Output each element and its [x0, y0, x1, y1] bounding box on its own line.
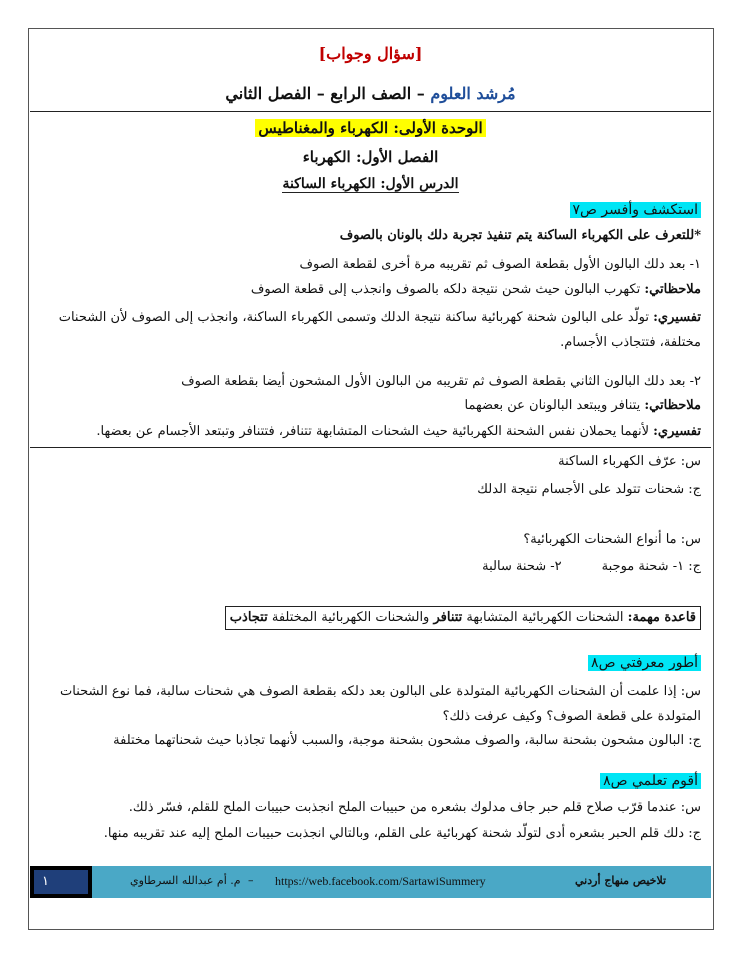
answer: ج: شحنات تتولد على الأجسام نتيجة الدلك	[477, 482, 701, 497]
answer: ج: البالون مشحون بشحنة سالبة، والصوف مشحون بشحنة موجبة، والسبب لأنهما تجاذبا حيث شحناتهما مختلفة	[113, 733, 701, 748]
question: س: ما أنواع الشحنات الكهربائية؟	[523, 532, 701, 547]
step-1: ١- بعد دلك البالون الأول بقطعة الصوف ثم تقريبه مرة أخرى لقطعة الصوف	[299, 257, 701, 272]
footer-bar	[30, 866, 711, 898]
answer: ج: دلك قلم الحبر بشعره أدى لتولّد شحنة كهربائية على القلم، وبالتالي انجذبت حبيبات الملح إليه عند تقريبه منها.	[103, 826, 701, 841]
assess-heading: أقوم تعلمي ص٨	[600, 773, 701, 789]
divider	[30, 447, 711, 448]
qa-tag: [سؤال وجواب]	[318, 44, 423, 63]
divider	[30, 111, 711, 112]
rule-box	[225, 606, 701, 630]
step-2: ٢- بعد دلك البالون الثاني بقطعة الصوف ثم تقريبه من البالون الأول المشحون أيضا بقطعة الصوف	[181, 374, 701, 389]
exp-text: تولّد على البالون شحنة كهربائية ساكنة نتيجة الدلك وتسمى الكهرباء الساكنة، وانجذب إلى الصوف لأن الشحنات مختلفة، فتتجاذب الأجسام.	[58, 310, 701, 350]
chapter-title: الفصل الأول: الكهرباء	[302, 148, 439, 166]
rule-text: تتنافر	[433, 610, 463, 625]
answer-part: ج: ١- شحنة موجبة	[601, 559, 701, 574]
exp-label: تفسيري:	[653, 310, 701, 325]
obs-text: يتنافر ويبتعد البالونان عن بعضهما	[464, 398, 645, 413]
exp-label: تفسيري:	[653, 424, 701, 439]
obs-label: ملاحظاتي:	[644, 282, 701, 297]
question: س: عرّف الكهرباء الساكنة	[558, 454, 701, 469]
explanation-1	[40, 305, 701, 355]
explore-heading: استكشف وأفسر ص٧	[570, 202, 701, 218]
question: س: عندما قرّب صلاح قلم حبر جاف مدلوك بشعره من حبيبات الملح انجذبت حبيبات الملح للقلم، فسّر ذلك.	[128, 800, 701, 815]
document-title	[40, 84, 701, 104]
guide-title: مُرشد العلوم	[430, 84, 516, 103]
brand: تلاخيص منهاج أردني	[575, 874, 667, 887]
separator: –	[248, 874, 254, 887]
observation-1	[40, 280, 701, 300]
exp-text: لأنهما يحملان نفس الشحنة الكهربائية حيث الشحنات المتشابهة تتنافر، فتتنافر وتبتعد الأجسام عن بعضها.	[96, 424, 654, 439]
develop-heading: أطور معرفتي ص٨	[588, 655, 701, 671]
rule-text: الشحنات الكهربائية المتشابهة	[462, 610, 628, 625]
grade-term: – الصف الرابع – الفصل الثاني	[225, 84, 425, 103]
page-number: ١	[30, 866, 92, 898]
answer-part: ٢- شحنة سالبة	[482, 559, 562, 574]
author: م. أم عبدالله السرطاوي	[130, 874, 241, 887]
unit-title: الوحدة الأولى: الكهرباء والمغناطيس	[255, 119, 485, 137]
explanation-2	[40, 422, 701, 442]
obs-label: ملاحظاتي:	[644, 398, 701, 413]
explore-intro: *للتعرف على الكهرباء الساكنة يتم تنفيذ تجربة دلك بالونان بالصوف	[339, 228, 701, 243]
obs-text: تكهرب البالون حيث شحن نتيجة دلكه بالصوف وانجذب إلى قطعة الصوف	[250, 282, 645, 297]
observation-2	[40, 396, 701, 416]
rule-text: تتجاذب	[229, 610, 268, 625]
answer	[40, 557, 701, 577]
facebook-link[interactable]: https://web.facebook.com/SartawiSummery	[275, 874, 486, 888]
lesson-title: الدرس الأول: الكهرباء الساكنة	[282, 176, 459, 192]
rule-label: قاعدة مهمة:	[627, 610, 696, 625]
rule-text: والشحنات الكهربائية المختلفة	[267, 610, 434, 625]
question: س: إذا علمت أن الشحنات الكهربائية المتولدة على البالون بعد دلكه بقطعة الصوف هي شحنات سالبة، فما نوع الشحنات المتولدة على قطعة الصوف؟ وكيف عرفت ذلك؟	[60, 684, 701, 724]
